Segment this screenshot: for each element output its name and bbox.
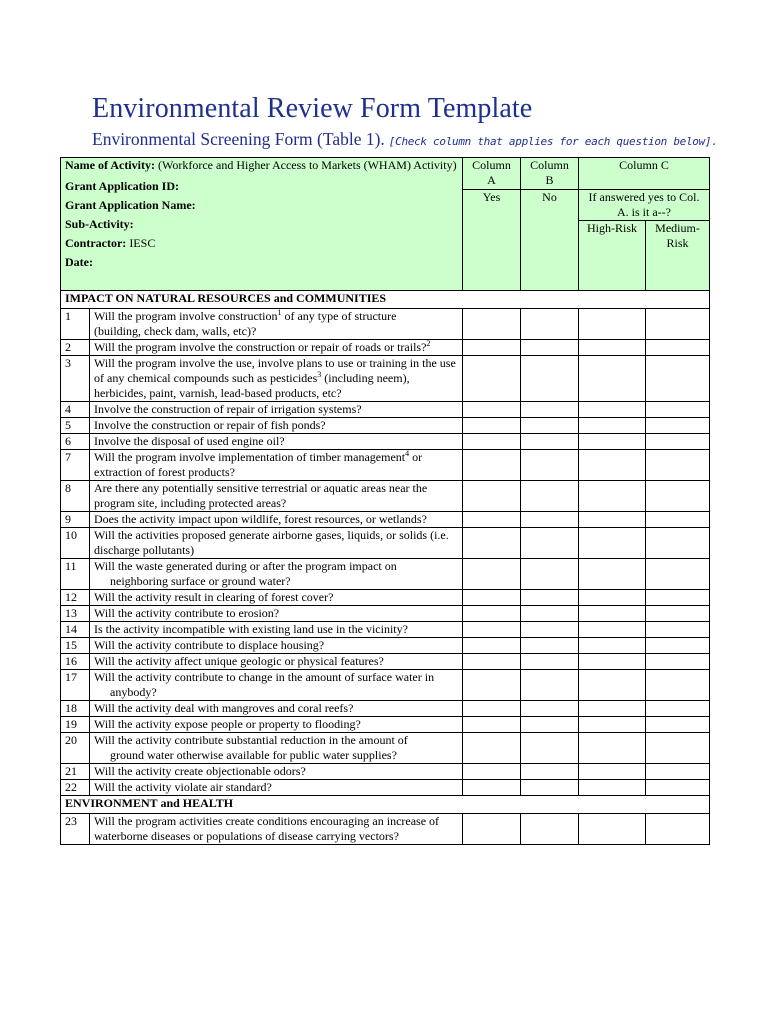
footnote-ref: 4 bbox=[405, 449, 410, 458]
contractor-value: IESC bbox=[129, 236, 156, 250]
question-number: 3 bbox=[61, 356, 90, 402]
medium-risk-checkbox[interactable] bbox=[646, 340, 710, 356]
question-text-part: Will the waste generated during or after the program impact on bbox=[94, 559, 397, 573]
question-text-part: of any type of structure bbox=[281, 309, 397, 323]
column-a-checkbox[interactable] bbox=[463, 780, 521, 796]
question-text bbox=[90, 559, 463, 590]
high-risk-checkbox[interactable] bbox=[579, 590, 646, 606]
question-number: 22 bbox=[61, 780, 90, 796]
column-b-checkbox[interactable] bbox=[521, 717, 579, 733]
question-text bbox=[90, 450, 463, 481]
column-a-checkbox[interactable] bbox=[463, 764, 521, 780]
question-text bbox=[90, 418, 463, 434]
high-risk-checkbox[interactable] bbox=[579, 654, 646, 670]
medium-risk-checkbox[interactable] bbox=[646, 590, 710, 606]
question-number: 14 bbox=[61, 622, 90, 638]
question-text bbox=[90, 780, 463, 796]
question-row bbox=[61, 814, 710, 845]
question-number: 23 bbox=[61, 814, 90, 845]
question-row bbox=[61, 701, 710, 717]
high-risk-checkbox[interactable] bbox=[579, 622, 646, 638]
high-risk-checkbox[interactable] bbox=[579, 814, 646, 845]
column-a-checkbox[interactable] bbox=[463, 622, 521, 638]
column-b-checkbox[interactable] bbox=[521, 528, 579, 559]
question-number: 1 bbox=[61, 309, 90, 340]
medium-risk-checkbox[interactable] bbox=[646, 622, 710, 638]
question-number: 4 bbox=[61, 402, 90, 418]
high-risk-checkbox[interactable] bbox=[579, 559, 646, 590]
question-row bbox=[61, 528, 710, 559]
question-text bbox=[90, 512, 463, 528]
high-risk-checkbox[interactable] bbox=[579, 670, 646, 701]
medium-risk-checkbox[interactable] bbox=[646, 780, 710, 796]
medium-risk-checkbox[interactable] bbox=[646, 528, 710, 559]
question-text bbox=[90, 402, 463, 418]
medium-risk-checkbox[interactable] bbox=[646, 450, 710, 481]
column-a-checkbox[interactable] bbox=[463, 340, 521, 356]
column-b-checkbox[interactable] bbox=[521, 559, 579, 590]
question-row bbox=[61, 512, 710, 528]
medium-risk-checkbox[interactable] bbox=[646, 512, 710, 528]
question-text-part: Will the activity affect unique geologic or physical features? bbox=[94, 654, 384, 668]
column-a-checkbox[interactable] bbox=[463, 356, 521, 402]
question-text-continuation: ground water otherwise available for public water supplies? bbox=[110, 748, 397, 762]
column-a-checkbox[interactable] bbox=[463, 654, 521, 670]
question-text-part: Involve the disposal of used engine oil? bbox=[94, 434, 285, 448]
yes-header: Yes bbox=[463, 190, 521, 291]
medium-risk-checkbox[interactable] bbox=[646, 701, 710, 717]
high-risk-checkbox[interactable] bbox=[579, 481, 646, 512]
activity-info bbox=[61, 158, 463, 291]
column-a-checkbox[interactable] bbox=[463, 309, 521, 340]
section-natural-resources: IMPACT ON NATURAL RESOURCES and COMMUNITIES bbox=[61, 291, 710, 309]
question-text-continuation: anybody? bbox=[110, 685, 157, 699]
column-a-checkbox[interactable] bbox=[463, 717, 521, 733]
footnote-ref: 1 bbox=[277, 308, 282, 317]
question-number: 19 bbox=[61, 717, 90, 733]
column-a-checkbox[interactable] bbox=[463, 701, 521, 717]
question-row bbox=[61, 356, 710, 402]
question-row bbox=[61, 654, 710, 670]
high-risk-checkbox[interactable] bbox=[579, 717, 646, 733]
high-risk-checkbox[interactable] bbox=[579, 512, 646, 528]
column-b-checkbox[interactable] bbox=[521, 450, 579, 481]
question-number: 2 bbox=[61, 340, 90, 356]
column-b-checkbox[interactable] bbox=[521, 356, 579, 402]
column-b-checkbox[interactable] bbox=[521, 622, 579, 638]
section-environment-health: ENVIRONMENT and HEALTH bbox=[61, 796, 710, 814]
question-number: 15 bbox=[61, 638, 90, 654]
question-text-part: or extraction of forest products? bbox=[94, 450, 423, 479]
question-row bbox=[61, 402, 710, 418]
high-risk-checkbox[interactable] bbox=[579, 450, 646, 481]
column-a-checkbox[interactable] bbox=[463, 638, 521, 654]
question-row bbox=[61, 717, 710, 733]
screening-table bbox=[60, 157, 710, 845]
column-b-checkbox[interactable] bbox=[521, 402, 579, 418]
footnote-ref: 2 bbox=[426, 339, 431, 348]
medium-risk-checkbox[interactable] bbox=[646, 717, 710, 733]
column-a-checkbox[interactable] bbox=[463, 528, 521, 559]
question-row bbox=[61, 340, 710, 356]
column-a-checkbox[interactable] bbox=[463, 559, 521, 590]
question-number: 11 bbox=[61, 559, 90, 590]
question-text-part: Does the activity impact upon wildlife, forest resources, or wetlands? bbox=[94, 512, 427, 526]
column-a-checkbox[interactable] bbox=[463, 418, 521, 434]
question-number: 6 bbox=[61, 434, 90, 450]
question-text-part: Will the activity create objectionable odors? bbox=[94, 764, 306, 778]
question-text bbox=[90, 638, 463, 654]
question-text-part: Is the activity incompatible with existing land use in the vicinity? bbox=[94, 622, 408, 636]
question-number: 18 bbox=[61, 701, 90, 717]
question-text-continuation: (building, check dam, walls, etc)? bbox=[94, 324, 257, 338]
question-row bbox=[61, 733, 710, 764]
question-text-part: Will the activity contribute to change in the amount of surface water in bbox=[94, 670, 435, 684]
column-b-checkbox[interactable] bbox=[521, 434, 579, 450]
column-a-checkbox[interactable] bbox=[463, 512, 521, 528]
question-text bbox=[90, 356, 463, 402]
question-row bbox=[61, 780, 710, 796]
question-number: 21 bbox=[61, 764, 90, 780]
column-a-checkbox[interactable] bbox=[463, 450, 521, 481]
contractor-label: Contractor: bbox=[65, 236, 127, 250]
high-risk-checkbox[interactable] bbox=[579, 780, 646, 796]
column-a-checkbox[interactable] bbox=[463, 481, 521, 512]
question-text-part: Will the program activities create conditions encouraging an increase of waterborne diseases or populations of disease carrying vectors? bbox=[94, 814, 440, 843]
column-a-checkbox[interactable] bbox=[463, 434, 521, 450]
column-b-checkbox[interactable] bbox=[521, 606, 579, 622]
question-text bbox=[90, 528, 463, 559]
grant-application-name-label: Grant Application Name: bbox=[65, 198, 196, 212]
medium-risk-checkbox[interactable] bbox=[646, 559, 710, 590]
column-b-checkbox[interactable] bbox=[521, 418, 579, 434]
question-number: 16 bbox=[61, 654, 90, 670]
question-row bbox=[61, 622, 710, 638]
column-a-checkbox[interactable] bbox=[463, 814, 521, 845]
column-a-checkbox[interactable] bbox=[463, 402, 521, 418]
question-text-part: Involve the construction of repair of irrigation systems? bbox=[94, 402, 362, 416]
column-b-checkbox[interactable] bbox=[521, 701, 579, 717]
question-row bbox=[61, 606, 710, 622]
medium-risk-checkbox[interactable] bbox=[646, 814, 710, 845]
question-row bbox=[61, 481, 710, 512]
subtitle-main: Environmental Screening Form (Table 1). bbox=[92, 129, 385, 149]
column-a-checkbox[interactable] bbox=[463, 606, 521, 622]
medium-risk-checkbox[interactable] bbox=[646, 733, 710, 764]
question-text-part: Will the program involve construction bbox=[94, 309, 278, 323]
question-text-part: Will the activity contribute to erosion? bbox=[94, 606, 280, 620]
high-risk-checkbox[interactable] bbox=[579, 764, 646, 780]
column-b-checkbox[interactable] bbox=[521, 814, 579, 845]
form-title: Environmental Review Form Template bbox=[92, 93, 533, 124]
high-risk-header: High-Risk bbox=[579, 221, 646, 291]
question-text bbox=[90, 733, 463, 764]
question-text bbox=[90, 481, 463, 512]
question-text-part: Will the activity violate air standard? bbox=[94, 780, 272, 794]
question-text bbox=[90, 590, 463, 606]
column-b-checkbox[interactable] bbox=[521, 764, 579, 780]
medium-risk-header: Medium-Risk bbox=[646, 221, 710, 291]
question-text-part: Will the program involve the construction or repair of roads or trails? bbox=[94, 340, 427, 354]
question-row bbox=[61, 434, 710, 450]
sub-activity-label: Sub-Activity: bbox=[65, 217, 134, 231]
date-label: Date: bbox=[65, 255, 93, 269]
question-text bbox=[90, 814, 463, 845]
medium-risk-checkbox[interactable] bbox=[646, 356, 710, 402]
question-text-part: Will the activity contribute to displace housing? bbox=[94, 638, 325, 652]
question-text bbox=[90, 622, 463, 638]
medium-risk-checkbox[interactable] bbox=[646, 764, 710, 780]
question-number: 20 bbox=[61, 733, 90, 764]
high-risk-checkbox[interactable] bbox=[579, 402, 646, 418]
question-number: 5 bbox=[61, 418, 90, 434]
question-number: 9 bbox=[61, 512, 90, 528]
medium-risk-checkbox[interactable] bbox=[646, 638, 710, 654]
column-c-subheader: If answered yes to Col. A. is it a--? bbox=[579, 190, 710, 221]
question-text bbox=[90, 309, 463, 340]
question-text-part: Will the program involve the use, involve plans to use or training in the use of any chemical compounds such as pesticides bbox=[94, 356, 456, 385]
question-row bbox=[61, 764, 710, 780]
question-text bbox=[90, 670, 463, 701]
high-risk-checkbox[interactable] bbox=[579, 309, 646, 340]
column-a-checkbox[interactable] bbox=[463, 733, 521, 764]
question-row bbox=[61, 590, 710, 606]
question-number: 17 bbox=[61, 670, 90, 701]
column-b-header: Column B bbox=[521, 158, 579, 190]
medium-risk-checkbox[interactable] bbox=[646, 654, 710, 670]
question-text-part: Will the activity deal with mangroves and coral reefs? bbox=[94, 701, 354, 715]
name-of-activity-label: Name of Activity: bbox=[65, 158, 155, 172]
question-row bbox=[61, 670, 710, 701]
question-row bbox=[61, 450, 710, 481]
question-text-part: Will the activity result in clearing of forest cover? bbox=[94, 590, 334, 604]
column-b-checkbox[interactable] bbox=[521, 733, 579, 764]
question-text-part: Will the program involve implementation of timber management bbox=[94, 450, 406, 464]
high-risk-checkbox[interactable] bbox=[579, 733, 646, 764]
high-risk-checkbox[interactable] bbox=[579, 528, 646, 559]
column-b-checkbox[interactable] bbox=[521, 670, 579, 701]
question-number: 12 bbox=[61, 590, 90, 606]
medium-risk-checkbox[interactable] bbox=[646, 606, 710, 622]
high-risk-checkbox[interactable] bbox=[579, 418, 646, 434]
medium-risk-checkbox[interactable] bbox=[646, 434, 710, 450]
no-header: No bbox=[521, 190, 579, 291]
subtitle-note: [Check column that applies for each question below]. bbox=[388, 135, 718, 148]
footnote-ref: 3 bbox=[317, 370, 322, 379]
high-risk-checkbox[interactable] bbox=[579, 638, 646, 654]
column-a-header: Column A bbox=[463, 158, 521, 190]
question-text-part: Will the activity contribute substantial reduction in the amount of bbox=[94, 733, 408, 747]
column-b-checkbox[interactable] bbox=[521, 340, 579, 356]
column-b-checkbox[interactable] bbox=[521, 780, 579, 796]
medium-risk-checkbox[interactable] bbox=[646, 670, 710, 701]
medium-risk-checkbox[interactable] bbox=[646, 418, 710, 434]
column-b-checkbox[interactable] bbox=[521, 638, 579, 654]
column-b-checkbox[interactable] bbox=[521, 481, 579, 512]
question-text bbox=[90, 701, 463, 717]
question-row bbox=[61, 418, 710, 434]
question-number: 10 bbox=[61, 528, 90, 559]
question-text bbox=[90, 606, 463, 622]
question-text-continuation: neighboring surface or ground water? bbox=[110, 574, 291, 588]
medium-risk-checkbox[interactable] bbox=[646, 402, 710, 418]
question-text bbox=[90, 717, 463, 733]
grant-application-id-label: Grant Application ID: bbox=[65, 179, 180, 193]
question-text bbox=[90, 654, 463, 670]
form-subtitle bbox=[92, 129, 718, 150]
question-number: 7 bbox=[61, 450, 90, 481]
column-b-checkbox[interactable] bbox=[521, 512, 579, 528]
column-b-checkbox[interactable] bbox=[521, 654, 579, 670]
high-risk-checkbox[interactable] bbox=[579, 356, 646, 402]
high-risk-checkbox[interactable] bbox=[579, 434, 646, 450]
question-number: 13 bbox=[61, 606, 90, 622]
question-text-part: (including neem), herbicides, paint, varnish, lead-based products, etc? bbox=[94, 371, 410, 400]
column-b-checkbox[interactable] bbox=[521, 590, 579, 606]
question-number: 8 bbox=[61, 481, 90, 512]
name-of-activity-value: (Workforce and Higher Access to Markets (WHAM) Activity) bbox=[157, 158, 457, 172]
column-a-checkbox[interactable] bbox=[463, 670, 521, 701]
question-text-part: Are there any potentially sensitive terrestrial or aquatic areas near the program site, including protected areas? bbox=[94, 481, 428, 510]
question-text bbox=[90, 434, 463, 450]
question-row bbox=[61, 309, 710, 340]
column-b-checkbox[interactable] bbox=[521, 309, 579, 340]
question-text-part: Will the activity expose people or property to flooding? bbox=[94, 717, 361, 731]
question-row bbox=[61, 559, 710, 590]
question-row bbox=[61, 638, 710, 654]
high-risk-checkbox[interactable] bbox=[579, 701, 646, 717]
question-text-part: Involve the construction or repair of fish ponds? bbox=[94, 418, 326, 432]
question-text-part: Will the activities proposed generate airborne gases, liquids, or solids (i.e. discharge pollutants) bbox=[94, 528, 449, 557]
high-risk-checkbox[interactable] bbox=[579, 340, 646, 356]
column-a-checkbox[interactable] bbox=[463, 590, 521, 606]
question-text bbox=[90, 764, 463, 780]
medium-risk-checkbox[interactable] bbox=[646, 309, 710, 340]
medium-risk-checkbox[interactable] bbox=[646, 481, 710, 512]
question-text bbox=[90, 340, 463, 356]
column-c-header: Column C bbox=[579, 158, 710, 190]
high-risk-checkbox[interactable] bbox=[579, 606, 646, 622]
